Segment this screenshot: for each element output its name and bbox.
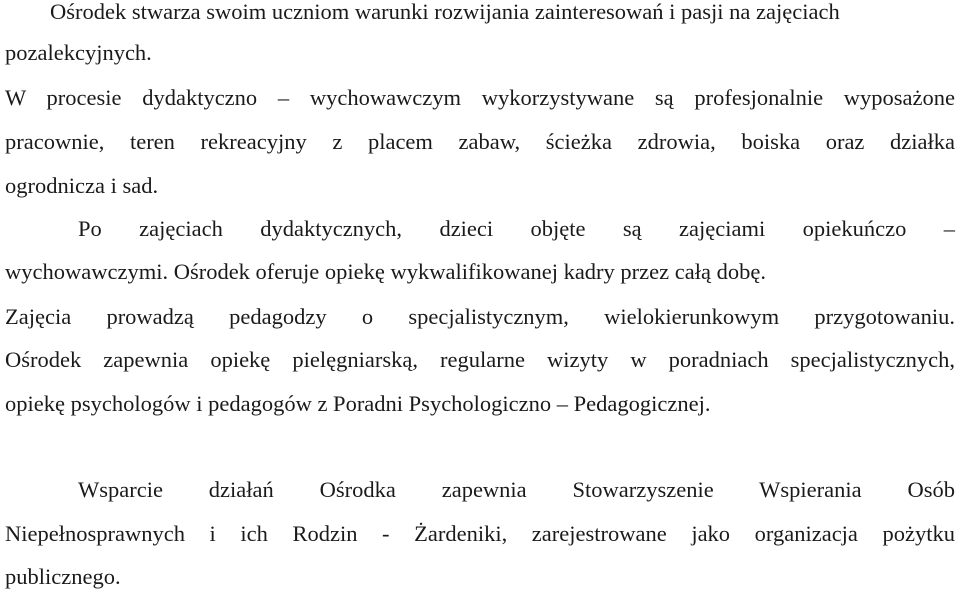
paragraph-2-line-3: ogrodnicza i sad. <box>5 173 159 198</box>
paragraph-3-line-2: wychowawczymi. Ośrodek oferuje opiekę wykwalifikowanej kadry przez całą dobę. <box>5 259 766 284</box>
paragraph-4-line-2: Niepełnosprawnych i ich Rodzin - Żardeniki, zarejestrowane jako organizacja pożytku <box>5 521 955 546</box>
paragraph-3-line-4: Ośrodek zapewnia opiekę pielęgniarską, regularne wizyty w poradniach specjalistycznych, <box>5 347 955 372</box>
paragraph-3-line-3: Zajęcia prowadzą pedagodzy o specjalistycznym, wielokierunkowym przygotowaniu. <box>5 304 955 329</box>
paragraph-4-line-3: publicznego. <box>5 564 121 589</box>
paragraph-3-line-5: opiekę psychologów i pedagogów z Poradni Psychologiczno – Pedagogicznej. <box>5 391 711 416</box>
paragraph-2-line-2: pracownie, teren rekreacyjny z placem zabaw, ścieżka zdrowia, boiska oraz działka <box>5 129 955 154</box>
paragraph-1-line-1: Ośrodek stwarza swoim uczniom warunki rozwijania zainteresowań i pasji na zajęciach <box>50 0 840 24</box>
paragraph-2-line-1: W procesie dydaktyczno – wychowawczym wykorzystywane są profesjonalnie wyposażone <box>5 85 955 110</box>
paragraph-3-line-1: Po zajęciach dydaktycznych, dzieci objęte są zajęciami opiekuńczo – <box>78 216 955 241</box>
paragraph-1-line-2: pozalekcyjnych. <box>5 40 152 65</box>
paragraph-4-line-1: Wsparcie działań Ośrodka zapewnia Stowarzyszenie Wspierania Osób <box>78 477 955 502</box>
